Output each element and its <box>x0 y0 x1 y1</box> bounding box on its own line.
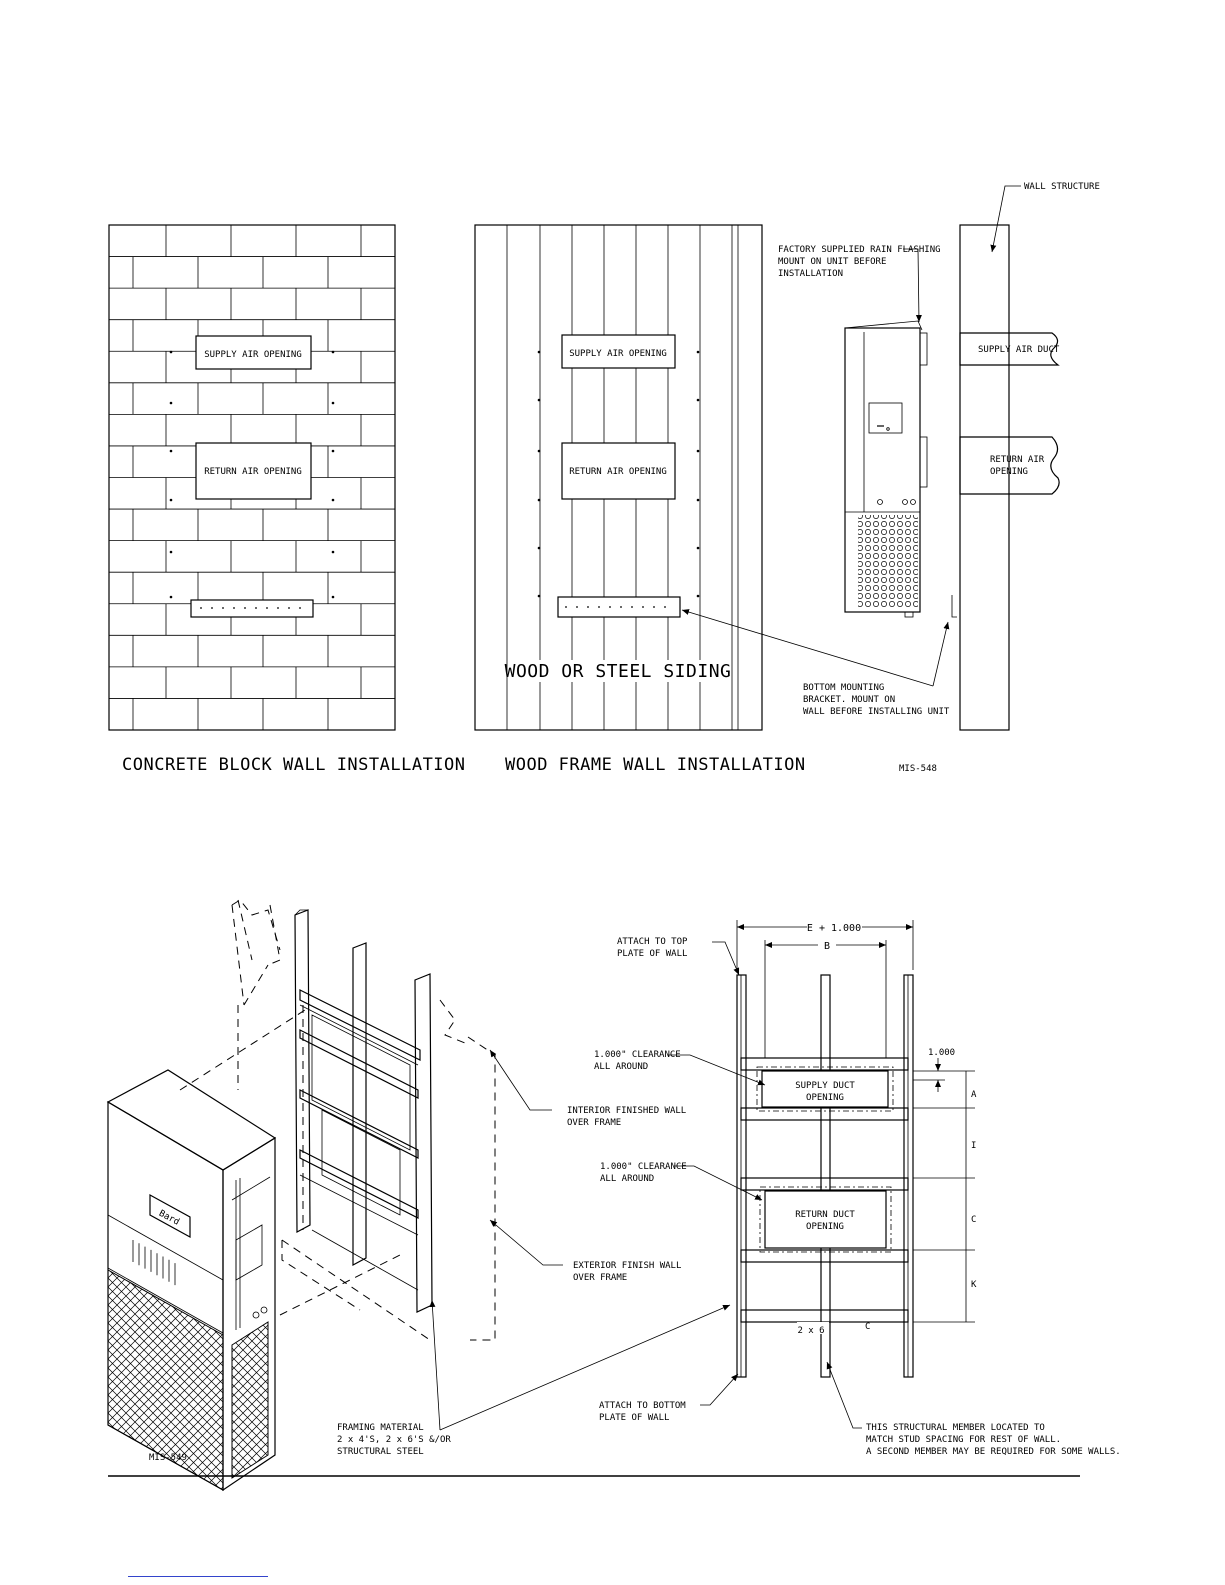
unit-louvers <box>133 1240 175 1285</box>
attach-top-label-1: ATTACH TO TOP <box>617 937 688 947</box>
concrete-return-label: RETURN AIR OPENING <box>204 467 302 477</box>
concrete-bottom-bracket <box>191 600 313 617</box>
unit-isometric <box>108 1070 275 1490</box>
wall-framing <box>295 910 432 1312</box>
wood-frame-wall <box>475 225 762 730</box>
struct-note-2: MATCH STUD SPACING FOR REST OF WALL. <box>866 1435 1062 1445</box>
flashing-label-2: MOUNT ON UNIT BEFORE <box>778 257 887 267</box>
dim-c: C <box>971 1215 977 1225</box>
struct-note-3: A SECOND MEMBER MAY BE REQUIRED FOR SOME WALLS. <box>866 1447 1121 1457</box>
interior-wall-label-1: INTERIOR FINISHED WALL <box>567 1106 687 1116</box>
dim-a: A <box>971 1090 977 1100</box>
bracket-label-1: BOTTOM MOUNTING <box>803 683 885 693</box>
concrete-supply-label: SUPPLY AIR OPENING <box>204 350 302 360</box>
interior-wall-label-2: OVER FRAME <box>567 1118 622 1128</box>
concrete-block-wall <box>109 225 395 730</box>
attach-top-label-2: PLATE OF WALL <box>617 949 688 959</box>
dim-2x6: 2 x 6 <box>797 1326 825 1336</box>
bottom-figure-id: MIS-549 <box>149 1453 187 1463</box>
dim-1000: 1.000 <box>928 1048 956 1058</box>
elevation-supply-label-1: SUPPLY DUCT <box>795 1081 855 1091</box>
elevation-return-label-1: RETURN DUCT <box>795 1210 855 1220</box>
wood-supply-label: SUPPLY AIR OPENING <box>569 349 667 359</box>
clearance2-label-1: 1.000" CLEARANCE <box>600 1162 687 1172</box>
framing-label-2: 2 x 4'S, 2 x 6'S &/OR <box>337 1435 451 1445</box>
top-figure-id: MIS-548 <box>899 764 937 774</box>
side-view <box>682 182 1100 730</box>
unit-side-grille <box>858 515 918 607</box>
bracket-label-3: WALL BEFORE INSTALLING UNIT <box>803 707 950 717</box>
flashing-label-1: FACTORY SUPPLIED RAIN FLASHING <box>778 245 941 255</box>
dim-cl: C <box>865 1322 871 1332</box>
wall-structure <box>960 225 1009 730</box>
supply-duct-label: SUPPLY AIR DUCT <box>978 345 1060 355</box>
footer-link-underline[interactable] <box>128 1576 268 1577</box>
dim-b: B <box>823 941 831 952</box>
framing-label-3: STRUCTURAL STEEL <box>337 1447 424 1457</box>
dim-k: K <box>971 1280 977 1290</box>
return-duct-label-2: OPENING <box>990 467 1028 477</box>
bracket-label-2: BRACKET. MOUNT ON <box>803 695 896 705</box>
concrete-caption: CONCRETE BLOCK WALL INSTALLATION <box>122 755 466 775</box>
flashing-label-3: INSTALLATION <box>778 269 844 279</box>
frame-elevation <box>594 920 1121 1457</box>
struct-note-1: THIS STRUCTURAL MEMBER LOCATED TO <box>866 1423 1045 1433</box>
exterior-wall-label-1: EXTERIOR FINISH WALL <box>573 1261 682 1271</box>
wood-caption: WOOD FRAME WALL INSTALLATION <box>505 755 806 775</box>
framing-label-1: FRAMING MATERIAL <box>337 1423 424 1433</box>
return-duct-label-1: RETURN AIR <box>990 455 1045 465</box>
wall-structure-label: WALL STRUCTURE <box>1024 182 1100 192</box>
dim-e-plus: E + 1.000 <box>806 923 862 934</box>
wood-return-label: RETURN AIR OPENING <box>569 467 667 477</box>
elevation-return-label-2: OPENING <box>806 1222 844 1232</box>
unit-brand-logo: Bard <box>157 1208 181 1228</box>
dim-i: I <box>971 1141 977 1151</box>
attach-bottom-label-1: ATTACH TO BOTTOM <box>599 1401 686 1411</box>
clearance2-label-2: ALL AROUND <box>600 1174 655 1184</box>
exterior-wall-label-2: OVER FRAME <box>573 1273 628 1283</box>
clearance1-label-1: 1.000" CLEARANCE <box>594 1050 681 1060</box>
attach-bottom-label-2: PLATE OF WALL <box>599 1413 670 1423</box>
unit-control-panel <box>869 403 902 433</box>
elevation-supply-label-2: OPENING <box>806 1093 844 1103</box>
wood-siding-label: WOOD OR STEEL SIDING <box>504 661 732 682</box>
clearance1-label-2: ALL AROUND <box>594 1062 649 1072</box>
